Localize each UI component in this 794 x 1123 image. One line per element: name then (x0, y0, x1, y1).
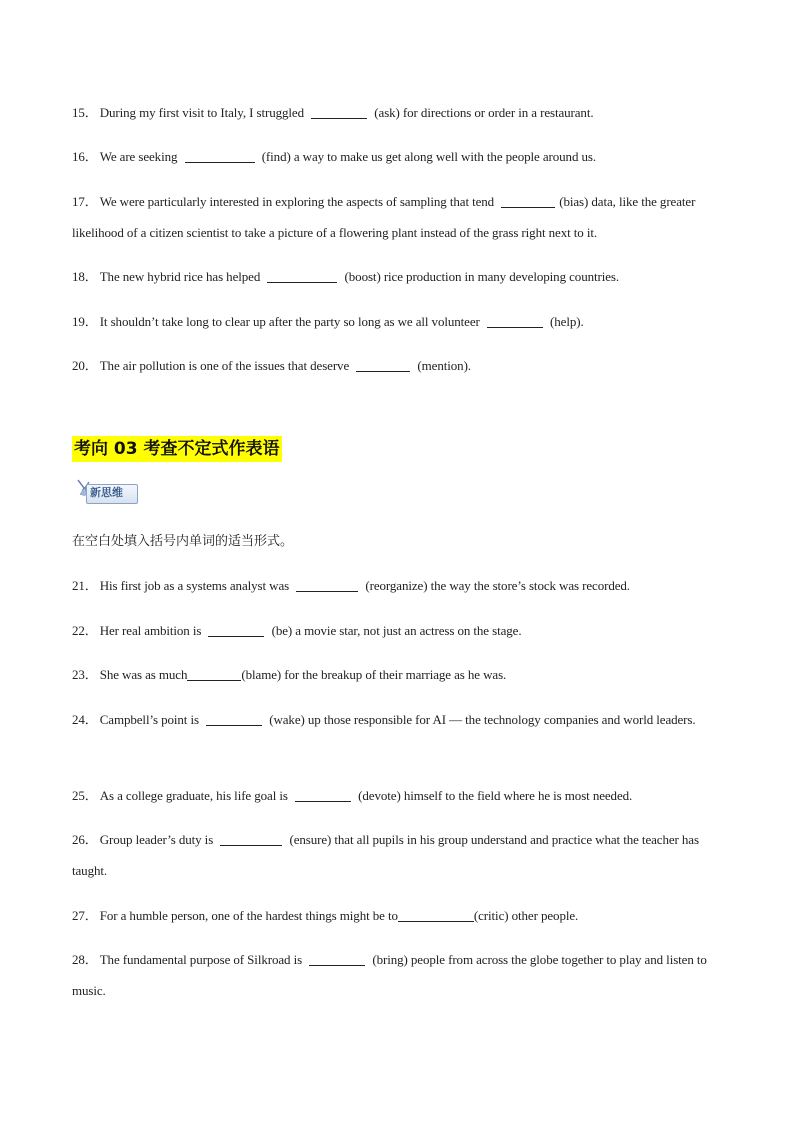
answer-blank[interactable] (187, 666, 241, 681)
question-text: During my first visit to Italy, I struggled (99, 105, 308, 120)
badge-label: 新思维 (90, 486, 123, 499)
question-hint: (reorganize) the way the store’s stock was recorded. (362, 578, 630, 593)
answer-blank[interactable] (398, 907, 474, 922)
question-text: It shouldn’t take long to clear up after the party so long as we all volunteer (99, 314, 483, 329)
answer-blank[interactable] (185, 148, 255, 163)
question-text: Group leader’s duty is (99, 832, 217, 847)
question-hint: (devote) himself to the field where he is most needed. (355, 788, 633, 803)
question-hint: (bias) data, like the greater likelihood of a citizen scientist to take a picture of a flowering plant instead of the grass right next to it. (72, 194, 696, 240)
question-text: The new hybrid rice has helped (99, 269, 264, 284)
question-hint: (be) a movie star, not just an actress on the stage. (268, 623, 522, 638)
question-hint: (ensure) that all pupils in his group understand and practice what the teacher has taught. (72, 832, 699, 878)
question-text: Her real ambition is (99, 623, 205, 638)
question-text: As a college graduate, his life goal is (99, 788, 292, 803)
question-text: His first job as a systems analyst was (99, 578, 293, 593)
question-text: We were particularly interested in exploring the aspects of sampling that tend (99, 194, 498, 209)
question-hint: (boost) rice production in many developing countries. (341, 269, 620, 284)
answer-blank[interactable] (501, 193, 555, 208)
question-hint: (mention). (414, 358, 471, 373)
question-hint: (bring) people from across the globe together to play and listen to music. (72, 952, 707, 998)
question-text: Campbell’s point is (99, 712, 203, 727)
question-20 (72, 350, 722, 381)
question-22 (72, 615, 722, 646)
question-24 (72, 704, 722, 735)
instruction-text: 在空白处填入括号内单词的适当形式。 (72, 534, 294, 549)
new-thinking-badge (74, 478, 138, 504)
question-19 (72, 306, 722, 337)
question-16 (72, 141, 722, 172)
answer-blank[interactable] (296, 577, 358, 592)
answer-blank[interactable] (206, 711, 262, 726)
answer-blank[interactable] (309, 951, 365, 966)
question-26 (72, 824, 722, 886)
question-number: 28． (72, 952, 98, 967)
answer-blank[interactable] (208, 622, 264, 637)
question-21 (72, 570, 722, 601)
question-hint: (help). (546, 314, 584, 329)
question-15 (72, 97, 722, 128)
answer-blank[interactable] (267, 268, 337, 283)
answer-blank[interactable] (295, 787, 351, 802)
question-number: 21． (72, 578, 98, 593)
question-number: 16． (72, 149, 98, 164)
question-text: The fundamental purpose of Silkroad is (99, 952, 306, 967)
question-hint: (ask) for directions or order in a restaurant. (371, 105, 594, 120)
question-number: 27． (72, 908, 98, 923)
answer-blank[interactable] (220, 831, 282, 846)
question-number: 18． (72, 269, 98, 284)
question-text: The air pollution is one of the issues that deserve (99, 358, 353, 373)
question-27 (72, 900, 722, 931)
question-number: 15． (72, 105, 98, 120)
question-number: 24． (72, 712, 98, 727)
answer-blank[interactable] (356, 357, 410, 372)
question-number: 20． (72, 358, 98, 373)
question-number: 26． (72, 832, 98, 847)
section-heading: 考向 03 考查不定式作表语 (72, 436, 282, 462)
answer-blank[interactable] (487, 313, 543, 328)
question-17 (72, 186, 722, 248)
question-hint: (wake) up those responsible for AI — the technology companies and world leaders. (266, 712, 696, 727)
question-23 (72, 659, 722, 690)
question-hint: (blame) for the breakup of their marriage as he was. (241, 667, 507, 682)
question-number: 23． (72, 667, 98, 682)
question-28 (72, 944, 722, 1006)
question-hint: (critic) other people. (473, 908, 579, 923)
question-text: We are seeking (99, 149, 181, 164)
question-number: 19． (72, 314, 98, 329)
question-text: She was as much (99, 667, 188, 682)
question-text: For a humble person, one of the hardest things might be to (99, 908, 398, 923)
question-number: 17． (72, 194, 98, 209)
answer-blank[interactable] (311, 104, 367, 119)
question-25 (72, 780, 722, 811)
question-number: 22． (72, 623, 98, 638)
question-hint: (find) a way to make us get along well with the people around us. (258, 149, 596, 164)
question-18 (72, 261, 722, 292)
question-number: 25． (72, 788, 98, 803)
